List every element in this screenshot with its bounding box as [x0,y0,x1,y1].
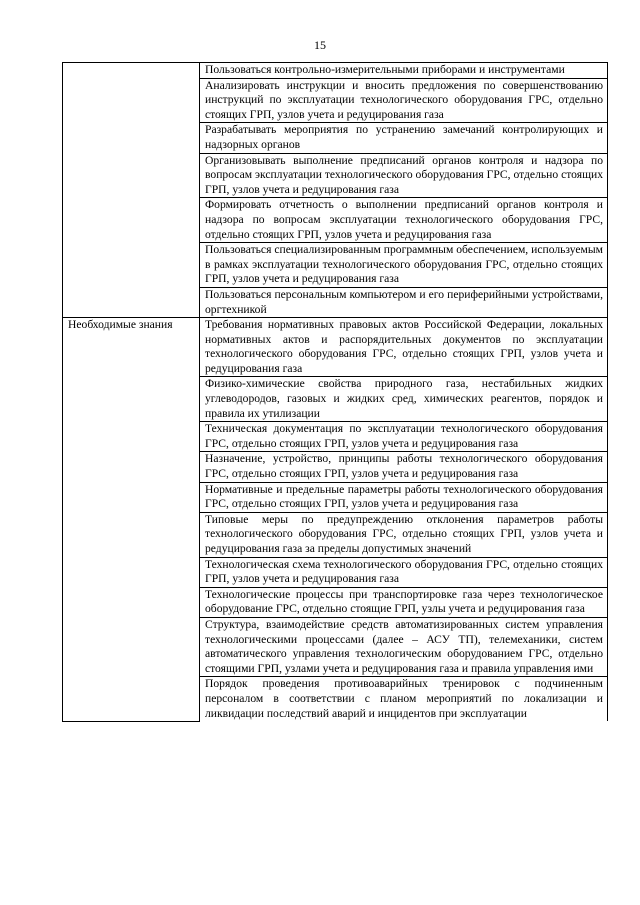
knowledge-cell [200,677,608,722]
skill-text: Разрабатывать мероприятия по устранению замечаний контролирующих и надзорных органов [205,123,603,151]
knowledge-cell [200,512,608,557]
knowledge-text: Нормативные и предельные параметры работы технологического оборудования ГРС, отдельно стоящих ГРП, узлов учета и редуцирования газа [205,482,603,511]
table-row [63,318,608,377]
knowledge-cell [200,587,608,617]
skill-cell [200,123,608,153]
skill-text: Пользоваться контрольно-измерительными приборами и инструментами [205,63,565,76]
knowledge-text: Техническая документация по эксплуатации технологического оборудования ГРС, отдельно стоящих ГРП, узлов учета и редуцирования газа [205,422,603,450]
knowledge-cell [200,482,608,512]
knowledge-cell [200,422,608,452]
knowledge-text: Физико-химические свойства природного газа, нестабильных жидких углеводородов, газовых и жидких сред, химических реагентов, порядок и правила их утилизации [205,377,603,420]
skill-cell [200,63,608,79]
skill-cell [200,198,608,243]
knowledge-text: Назначение, устройство, принципы работы технологического оборудования ГРС, отдельно стоящих ГРП, узлов учета и редуцирования газа [205,452,603,481]
knowledge-cell [200,452,608,482]
competency-table [62,62,608,722]
knowledge-text: Типовые меры по предупреждению отклонения параметров работы технологического оборудования ГРС, отдельно стоящих ГРП, узлов учета и редуцирования газа за пределы допустимых значений [205,512,603,555]
knowledge-cell [200,557,608,587]
knowledge-text: Технологическая схема технологического оборудования ГРС, отдельно стоящих ГРП, узлов учета и редуцирования газа [205,557,603,586]
skills-label-cell [63,63,200,318]
knowledge-label-cell [63,318,200,722]
knowledge-text: Структура, взаимодействие средств автоматизированных систем управления технологическими процессами (далее – АСУ ТП), телемеханики, систем автоматического управления технологическим оборудованием ГРС, отдельно стоящими ГРП, узлами учета и редуцирования газа и правила управления ими [205,617,603,675]
knowledge-label: Необходимые знания [68,318,173,332]
knowledge-text: Технологические процессы при транспортировке газа через технологическое оборудование ГРС, отдельно стоящие ГРП, узлы учета и редуцирования газа [205,587,603,616]
table-row [63,63,608,79]
knowledge-text: Требования нормативных правовых актов Российской Федерации, локальных нормативных актов и распорядительных документов по эксплуатации технологического оборудования ГРС, отдельно стоящих ГРП, узлов учета и редуцирования газа [205,318,603,375]
skill-cell [200,243,608,288]
skill-cell [200,287,608,317]
knowledge-cell [200,617,608,676]
knowledge-cell [200,318,608,377]
skill-text: Анализировать инструкции и вносить предложения по совершенствованию инструкций по эксплуатации технологического оборудования ГРС, отдельно стоящих ГРП, узлов учета и редуцирования газа [205,78,603,121]
skill-text: Пользоваться специализированным программным обеспечением, используемым в рамках эксплуатации технологического оборудования ГРС, отдельно стоящих ГРП, узлов учета и редуцирования газа [205,243,603,286]
knowledge-cell [200,377,608,422]
knowledge-text: Порядок проведения противоаварийных тренировок с подчиненным персоналом в соответствии с планом мероприятий по локализации и ликвидации последствий аварий и инцидентов при эксплуатации [205,677,603,720]
skill-cell [200,78,608,123]
skill-cell [200,153,608,198]
skill-text: Формировать отчетность о выполнении предписаний органов контроля и надзора по вопросам эксплуатации технологического оборудования ГРС, отдельно стоящих ГРП, узлов учета и редуцирования газа [205,198,603,241]
page-number: 15 [314,38,326,52]
skill-text: Пользоваться персональным компьютером и его периферийными устройствами, оргтехникой [205,287,603,316]
skill-text: Организовывать выполнение предписаний органов контроля и надзора по вопросам эксплуатации технологического оборудования ГРС, отдельно стоящих ГРП, узлов учета и редуцирования газа [205,153,603,196]
